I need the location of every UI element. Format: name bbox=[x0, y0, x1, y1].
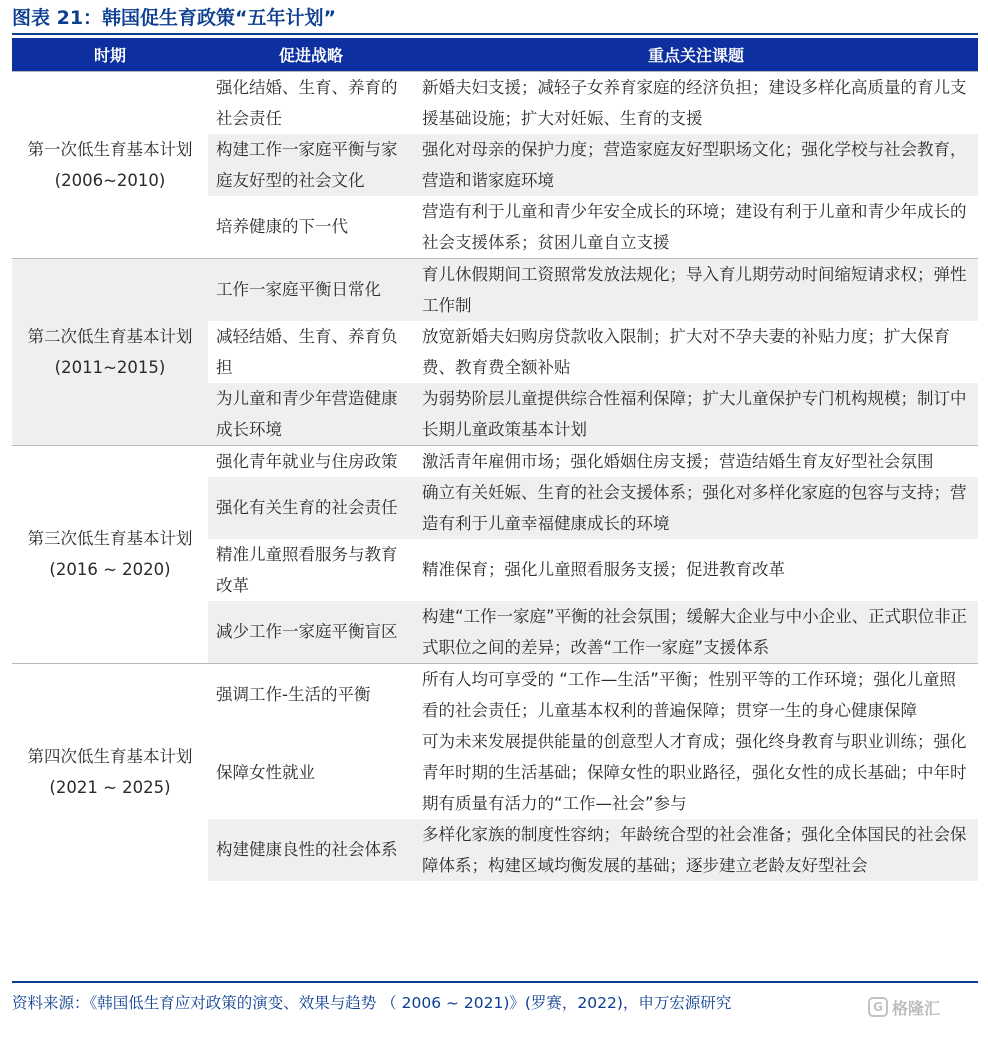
policy-table bbox=[12, 38, 978, 881]
focus-cell: 强化对母亲的保护力度；营造家庭友好型职场文化；强化学校与社会教育，营造和谐家庭环境 bbox=[414, 134, 978, 196]
table-row bbox=[12, 258, 978, 321]
period-cell: 第三次低生育基本计划(2016 ~ 2020) bbox=[12, 445, 208, 663]
period-cell: 第一次低生育基本计划(2006~2010) bbox=[12, 71, 208, 258]
period-cell: 第二次低生育基本计划(2011~2015) bbox=[12, 258, 208, 445]
period-cell: 第四次低生育基本计划(2021 ~ 2025) bbox=[12, 663, 208, 881]
bottom-divider bbox=[12, 981, 978, 983]
header-period: 时期 bbox=[12, 38, 208, 71]
strategy-cell: 减轻结婚、生育、养育负担 bbox=[216, 326, 398, 377]
figure-title: 图表 21：韩国促生育政策“五年计划” bbox=[12, 7, 337, 29]
strategy-cell: 强化有关生育的社会责任 bbox=[208, 477, 414, 539]
strategy-cell: 强化青年就业与住房政策 bbox=[208, 445, 414, 477]
strategy-cell: 精准儿童照看服务与教育改革 bbox=[216, 544, 398, 595]
source-note: 资料来源：《韩国低生育应对政策的演变、效果与趋势 （ 2006 ~ 2021)》(罗赛，2022)，申万宏源研究 bbox=[12, 994, 732, 1012]
strategy-cell: 工作一家庭平衡日常化 bbox=[208, 258, 414, 321]
table-row bbox=[12, 71, 978, 134]
focus-cell: 为弱势阶层儿童提供综合性福利保障；扩大儿童保护专门机构规模；制订中长期儿童政策基本计划 bbox=[414, 383, 978, 446]
strategy-cell: 强化结婚、生育、养育的社会责任 bbox=[208, 71, 414, 134]
focus-cell: 放宽新婚夫妇购房贷款收入限制；扩大对不孕夫妻的补贴力度；扩大保育费、教育费全额补贴 bbox=[422, 326, 950, 377]
focus-cell: 精准保育；强化儿童照看服务支援；促进教育改革 bbox=[422, 560, 785, 579]
focus-cell: 确立有关妊娠、生育的社会支援体系；强化对多样化家庭的包容与支持；营造有利于儿童幸福健康成长的环境 bbox=[414, 477, 978, 539]
strategy-cell: 构建工作一家庭平衡与家庭友好型的社会文化 bbox=[208, 134, 414, 196]
focus-cell: 构建“工作一家庭”平衡的社会氛围；缓解大企业与中小企业、正式职位非正式职位之间的差异；改善“工作一家庭”支援体系 bbox=[414, 601, 978, 664]
watermark-text: 格隆汇 bbox=[892, 998, 941, 1018]
strategy-cell: 构建健康良性的社会体系 bbox=[208, 819, 414, 881]
strategy-cell: 强调工作-生活的平衡 bbox=[208, 663, 414, 726]
header-strategy: 促进战略 bbox=[208, 38, 414, 71]
strategy-cell: 培养健康的下一代 bbox=[216, 217, 348, 236]
focus-cell: 可为未来发展提供能量的创意型人才育成；强化终身教育与职业训练；强化青年时期的生活基础；保障女性的职业路径，强化女性的成长基础；中年时期有质量有活力的“工作—社会”参与 bbox=[422, 731, 967, 813]
strategy-cell: 保障女性就业 bbox=[216, 762, 315, 782]
strategy-cell: 为儿童和青少年营造健康成长环境 bbox=[208, 383, 414, 446]
watermark-logo-icon: G bbox=[868, 997, 888, 1017]
watermark bbox=[868, 995, 940, 1019]
focus-cell: 新婚夫妇支援；减轻子女养育家庭的经济负担；建设多样化高质量的育儿支援基础设施；扩大对妊娠、生育的支援 bbox=[414, 71, 978, 134]
table-header-row bbox=[12, 38, 978, 71]
table-row bbox=[12, 663, 978, 726]
header-focus: 重点关注课题 bbox=[414, 38, 978, 71]
focus-cell: 所有人均可享受的 “工作—生活”平衡；性别平等的工作环境；强化儿童照看的社会责任；儿童基本权利的普遍保障；贯穿一生的身心健康保障 bbox=[414, 663, 978, 726]
focus-cell: 营造有利于儿童和青少年安全成长的环境；建设有利于儿童和青少年成长的社会支援体系；贫困儿童自立支援 bbox=[422, 201, 967, 252]
title-divider bbox=[12, 33, 978, 35]
strategy-cell: 减少工作一家庭平衡盲区 bbox=[208, 601, 414, 664]
focus-cell: 激活青年雇佣市场；强化婚姻住房支援；营造结婚生育友好型社会氛围 bbox=[414, 445, 978, 477]
focus-cell: 多样化家族的制度性容纳；年龄统合型的社会准备；强化全体国民的社会保障体系；构建区域均衡发展的基础；逐步建立老龄友好型社会 bbox=[414, 819, 978, 881]
table-row bbox=[12, 445, 978, 477]
focus-cell: 育儿休假期间工资照常发放法规化；导入育儿期劳动时间缩短请求权；弹性工作制 bbox=[414, 258, 978, 321]
